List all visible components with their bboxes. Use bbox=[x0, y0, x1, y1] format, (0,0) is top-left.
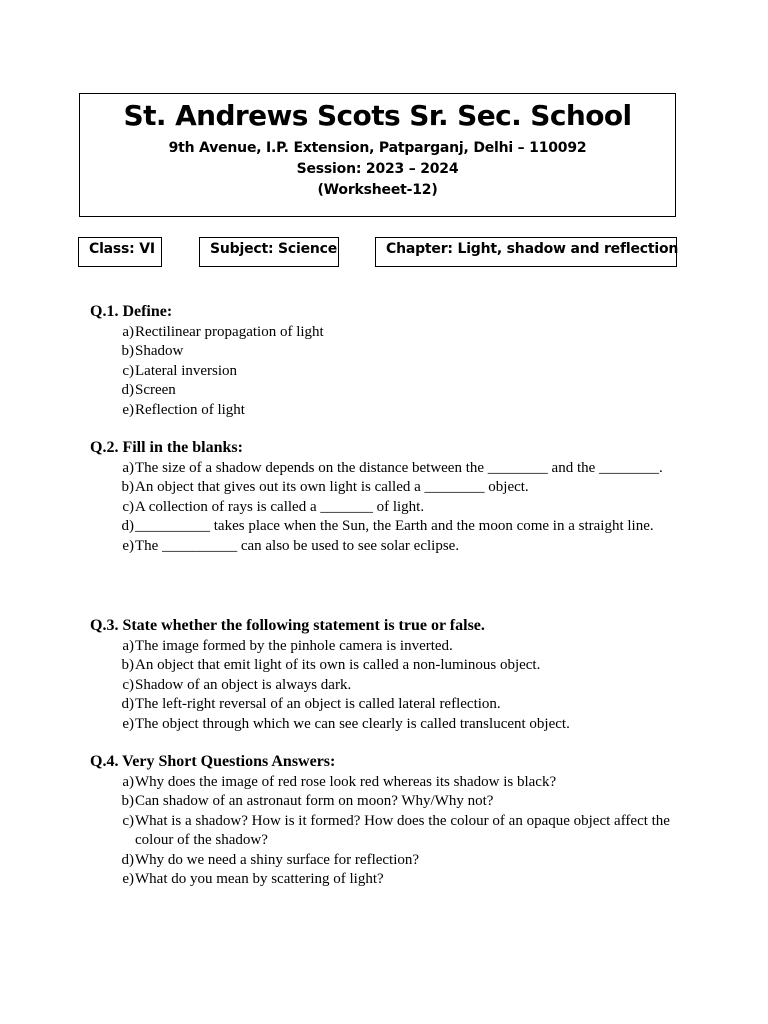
item-text: Why does the image of red rose look red whereas its shadow is black? bbox=[135, 774, 557, 790]
school-name: St. Andrews Scots Sr. Sec. School bbox=[123, 99, 632, 132]
item-letter: e) bbox=[122, 401, 134, 418]
item-text: An object that emit light of its own is called a non-luminous object. bbox=[135, 657, 541, 674]
chapter-box: Chapter: Light, shadow and reflection bbox=[375, 237, 677, 267]
item-letter: c) bbox=[122, 362, 134, 379]
question-items bbox=[90, 323, 690, 420]
item-text: Screen bbox=[135, 382, 176, 399]
item-letter: c) bbox=[122, 812, 134, 829]
item-letter: d) bbox=[121, 696, 134, 713]
item-text: Lateral inversion bbox=[135, 362, 238, 379]
class-box: Class: VI bbox=[78, 237, 162, 267]
item-letter: a) bbox=[122, 460, 134, 476]
list-item bbox=[90, 870, 690, 889]
item-text: An object that gives out its own light is called a ________ object. bbox=[135, 479, 529, 496]
list-item bbox=[90, 695, 690, 714]
question-title: Q.3. State whether the following statement is true or false. bbox=[90, 617, 485, 634]
question-items bbox=[90, 773, 690, 889]
question-4 bbox=[90, 752, 690, 889]
item-text: The object through which we can see clearly is called translucent object. bbox=[135, 715, 570, 732]
item-letter: b) bbox=[121, 479, 134, 496]
item-letter: b) bbox=[121, 657, 134, 674]
list-item bbox=[90, 637, 690, 656]
list-item bbox=[90, 381, 690, 400]
school-address: 9th Avenue, I.P. Extension, Patparganj, Delhi – 110092 bbox=[168, 140, 587, 156]
list-item bbox=[90, 362, 690, 381]
list-item bbox=[90, 517, 690, 536]
item-text: Shadow of an object is always dark. bbox=[135, 676, 352, 693]
item-letter: b) bbox=[121, 343, 134, 360]
item-text: Rectilinear propagation of light bbox=[135, 324, 324, 340]
item-text: Reflection of light bbox=[135, 401, 245, 418]
item-letter: e) bbox=[122, 871, 134, 888]
item-text: Shadow bbox=[135, 343, 184, 360]
list-item bbox=[90, 537, 690, 556]
list-item bbox=[90, 478, 690, 497]
question-1 bbox=[90, 302, 690, 420]
list-item bbox=[90, 676, 690, 695]
list-item bbox=[90, 498, 690, 517]
item-text: Why do we need a shiny surface for reflection? bbox=[135, 851, 420, 868]
item-text: Can shadow of an astronaut form on moon? Why/Why not? bbox=[135, 793, 494, 810]
item-letter: b) bbox=[121, 793, 134, 810]
item-letter: a) bbox=[122, 638, 134, 654]
question-title: Q.1. Define: bbox=[90, 303, 173, 320]
item-text: What is a shadow? How is it formed? How does the colour of an opaque object affect the colour of the shadow? bbox=[135, 812, 670, 849]
item-letter: a) bbox=[122, 324, 134, 340]
list-item bbox=[90, 715, 690, 734]
item-text: The left-right reversal of an object is called lateral reflection. bbox=[135, 696, 501, 713]
question-2 bbox=[90, 438, 690, 556]
list-item bbox=[90, 851, 690, 870]
question-items bbox=[90, 637, 690, 734]
item-text: The image formed by the pinhole camera is inverted. bbox=[135, 638, 453, 654]
worksheet-label: (Worksheet-12) bbox=[317, 182, 438, 198]
list-item bbox=[90, 342, 690, 361]
item-text: The size of a shadow depends on the distance between the ________ and the ________. bbox=[135, 460, 663, 476]
item-letter: e) bbox=[122, 537, 134, 554]
item-text: A collection of rays is called a _______ of light. bbox=[135, 498, 425, 515]
question-items bbox=[90, 459, 690, 556]
item-letter: d) bbox=[121, 518, 134, 535]
subject-box: Subject: Science bbox=[199, 237, 339, 267]
question-3 bbox=[90, 616, 690, 734]
item-letter: c) bbox=[122, 676, 134, 693]
item-letter: a) bbox=[122, 774, 134, 790]
item-text: The __________ can also be used to see solar eclipse. bbox=[135, 537, 460, 554]
list-item bbox=[90, 773, 690, 792]
list-item bbox=[90, 656, 690, 675]
item-letter: d) bbox=[121, 851, 134, 868]
item-letter: d) bbox=[121, 382, 134, 399]
list-item bbox=[90, 459, 690, 478]
item-letter: e) bbox=[122, 715, 134, 732]
list-item bbox=[90, 812, 690, 851]
item-text: What do you mean by scattering of light? bbox=[135, 871, 384, 888]
session-label: Session: 2023 – 2024 bbox=[296, 161, 459, 177]
item-text: __________ takes place when the Sun, the Earth and the moon come in a straight line. bbox=[135, 518, 654, 535]
list-item bbox=[90, 401, 690, 420]
question-title: Q.4. Very Short Questions Answers: bbox=[90, 753, 336, 770]
list-item bbox=[90, 792, 690, 811]
item-letter: c) bbox=[122, 498, 134, 515]
question-title: Q.2. Fill in the blanks: bbox=[90, 439, 243, 456]
school-header bbox=[79, 93, 676, 217]
list-item bbox=[90, 323, 690, 342]
